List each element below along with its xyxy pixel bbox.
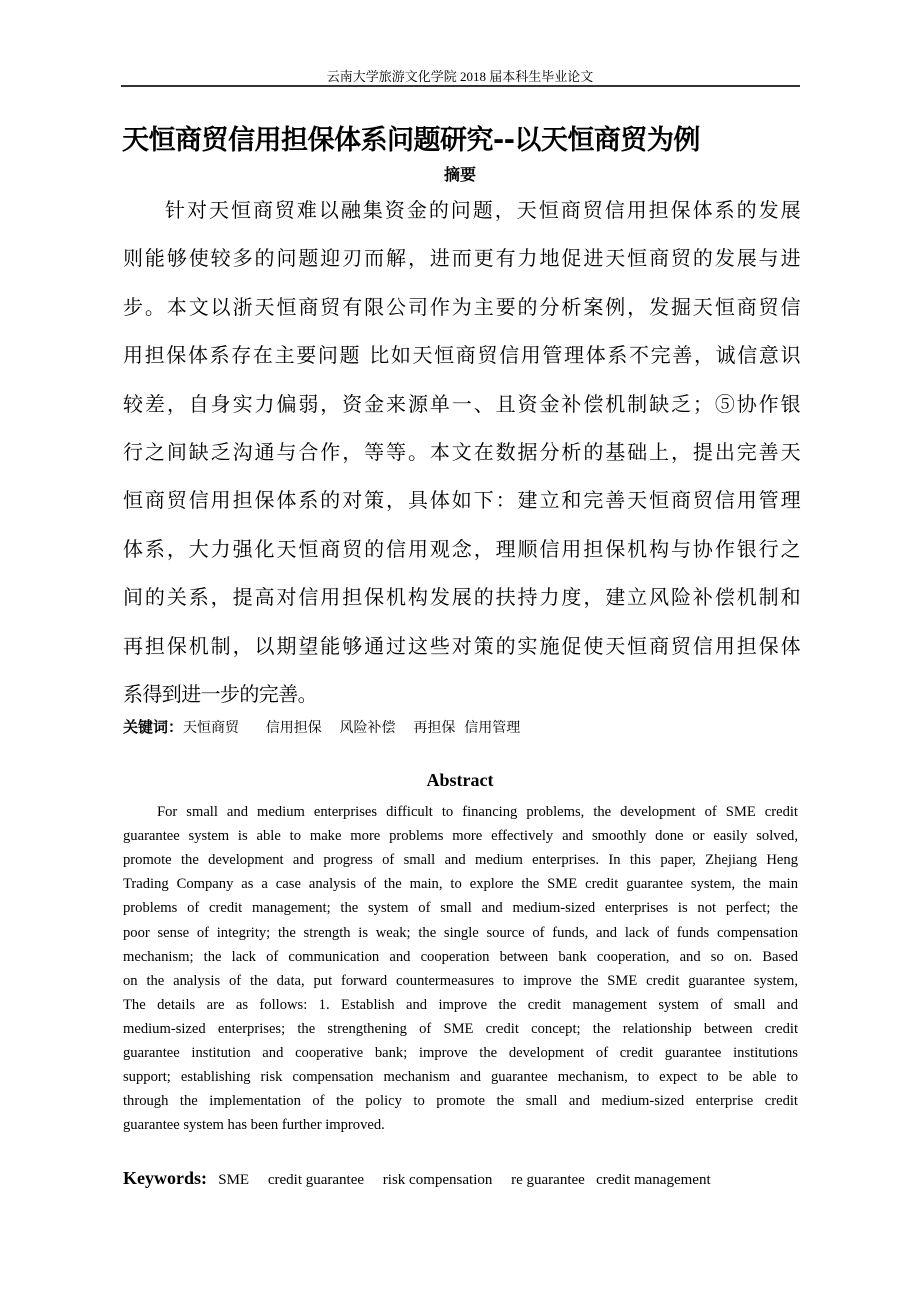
text-line: medium-sized enterprises; the strengthening of SME credit concept; the relationship between credit [123,1020,798,1037]
keyword: 再担保 [413,720,456,736]
text-line: guarantee system is able to make more problems more effectively and smoothly done or easily solved, [123,828,798,845]
text-line: 间的关系，提高对信用担保机构发展的扶持力度，建立风险补偿机制和 [123,585,800,610]
text-line: 行之间缺乏沟通与合作，等等。本文在数据分析的基础上，提出完善天 [123,440,800,464]
text-line: 则能够使较多的问题迎刃而解，进而更有力地促进天恒商贸的发展与进 [123,246,800,271]
text-line: 再担保机制，以期望能够通过这些对策的实施促使天恒商贸信用担保体 [123,633,800,658]
page-header: 云南大学旅游文化学院 2018 届本科生毕业论文 [326,69,594,84]
text-line: mechanism; the lack of communication and cooperation between bank cooperation, and so on. Based [123,948,798,965]
abstract-zh-heading: 摘要 [443,165,476,184]
text-line: 针对天恒商贸难以融集资金的问题，天恒商贸信用担保体系的发展 [165,198,800,222]
keyword: credit guarantee [267,1172,365,1188]
keyword: 信用管理 [464,720,521,736]
text-line: 系得到进一步的完善。 [123,682,317,706]
keywords-zh [123,716,520,737]
text-line: support; establishing risk compensation mechanism and guarantee mechanism, to expect to be able to [123,1069,798,1086]
text-line: 较差，自身实力偏弱，资金来源单一、且资金补偿机制缺乏；⑤协作银 [123,391,800,416]
keyword: risk compensation [382,1172,493,1188]
keywords-en-label: Keywords: [123,1168,207,1188]
text-line: on the analysis of the data, put forward countermeasures to improve the SME credit guarantee system, [123,972,798,989]
keywords-zh-label: 关键词： [123,718,184,736]
document-title: 天恒商贸信用担保体系问题研究--以天恒商贸为例 [122,125,700,156]
keyword: 风险补偿 [339,720,396,736]
text-line: 步。本文以浙天恒商贸有限公司作为主要的分析案例，发掘天恒商贸信 [123,294,800,319]
text-line: 恒商贸信用担保体系的对策，具体如下：建立和完善天恒商贸信用管理 [123,488,800,513]
keywords-en [123,1168,711,1189]
text-line: problems of credit management; the system of small and medium-sized enterprises is not perfect; the [123,900,798,917]
text-line: guarantee institution and cooperative bank; improve the development of credit guarantee institutions [123,1045,798,1061]
text-line: 体系，大力强化天恒商贸的信用观念，理顺信用担保机构与协作银行之 [123,536,800,561]
text-line: 用担保体系存在主要问题 比如天恒商贸信用管理体系不完善，诚信意识 [123,343,800,368]
header-rule [121,85,800,87]
text-line: poor sense of integrity; the strength is weak; the single source of funds, and lack of funds compensation [123,924,798,941]
abstract-en-heading: Abstract [426,770,494,790]
text-line: The details are as follows: 1. Establish and improve the credit management system of small and [123,996,798,1013]
text-line: promote the development and progress of small and medium enterprises. In this paper, Zhejiang Heng [123,852,798,869]
keyword: credit management [596,1172,711,1188]
text-line: guarantee system has been further improved. [123,1117,385,1134]
text-line: For small and medium enterprises difficult to financing problems, the development of SME credit [157,804,798,820]
keyword: SME [218,1172,250,1188]
keyword: 信用担保 [265,720,322,736]
text-line: Trading Company as a case analysis of the main, to explore the SME credit guarantee system, the main [123,876,798,893]
keyword: 天恒商贸 [183,720,240,736]
keyword: re guarantee [511,1172,585,1188]
text-line: through the implementation of the policy to promote the small and medium-sized enterprise credit [123,1093,798,1110]
